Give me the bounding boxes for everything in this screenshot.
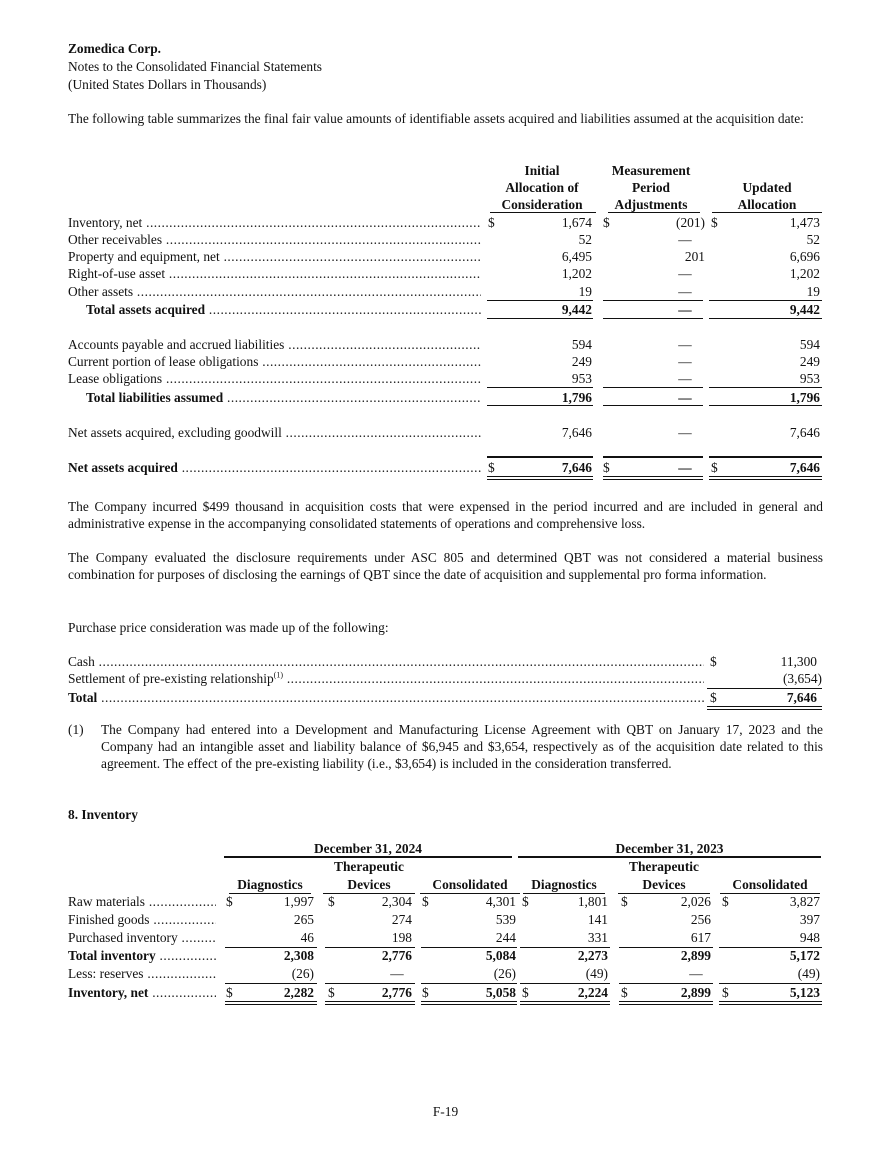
fv-value-initial: 953 (571, 371, 592, 386)
rule (487, 387, 593, 388)
period-2023: December 31, 2023 (615, 841, 724, 856)
fv-value-adjustment: — (678, 425, 692, 440)
col-header-initial-l2: Allocation of (505, 180, 579, 195)
inventory-value: 539 (495, 912, 516, 927)
subhead-consolidated: Consolidated (732, 877, 808, 892)
inventory-value: 2,308 (283, 948, 314, 963)
col-header-updated-l1: Updated (742, 180, 792, 195)
inventory-value: 2,304 (381, 894, 412, 909)
fv-value-adjustment: — (678, 371, 692, 386)
footnote-marker: (1) (68, 722, 84, 737)
rule (225, 1001, 317, 1005)
fv-value-adjustment: — (678, 232, 692, 247)
rule (487, 405, 593, 406)
rule (619, 947, 713, 948)
inventory-row-label: Less: reserves ..... (68, 965, 216, 982)
ppc-intro: Purchase price consideration was made up of the following: (68, 620, 389, 635)
fv-value-initial: 7,646 (561, 460, 592, 475)
inventory-value: — (689, 966, 703, 981)
rule (225, 983, 317, 984)
rule (520, 983, 610, 984)
rule (709, 318, 822, 319)
fv-row-label: Other assets ..... (68, 283, 481, 300)
fv-row-label: Total liabilities assumed ..... (86, 389, 481, 406)
fv-value-updated: 9,442 (789, 302, 820, 317)
col-header-updated-l2: Allocation (737, 197, 797, 212)
col-header-measurement-l1: Measurement (611, 163, 691, 178)
rule (421, 947, 517, 948)
inventory-dollar: $ (226, 894, 233, 909)
inventory-value: 141 (587, 912, 608, 927)
inventory-value: 274 (391, 912, 412, 927)
fv-dollar-c1: $ (488, 215, 495, 230)
inventory-value: (26) (291, 966, 314, 981)
intro-paragraph: The following table summarizes the final fair value amounts of identifiable assets acquired and liabilities assumed at the acquisition date: (68, 111, 804, 126)
inventory-row-label: Finished goods ..... (68, 911, 216, 928)
inventory-value: 244 (495, 930, 516, 945)
ppc-label-total: Total ..... (68, 689, 704, 706)
fv-value-updated: 19 (806, 284, 820, 299)
inventory-value: 2,026 (680, 894, 711, 909)
fv-row-label: Inventory, net ..... (68, 214, 481, 231)
rule (325, 1001, 415, 1005)
fv-row-label: Net assets acquired, excluding goodwill ..... (68, 424, 481, 441)
rule (709, 387, 822, 388)
col-header-measurement-l2: Period (632, 180, 670, 195)
inventory-value: 3,827 (789, 894, 820, 909)
fv-value-adjustment: — (678, 302, 692, 317)
fv-value-updated: 6,696 (789, 249, 820, 264)
inventory-value: 198 (391, 930, 412, 945)
rule (719, 983, 822, 984)
rule (421, 1001, 517, 1005)
inventory-value: 5,172 (789, 948, 820, 963)
ppc-label-settlement (68, 670, 704, 687)
fv-value-initial: 6,495 (561, 249, 592, 264)
fv-value-initial: 1,202 (561, 266, 592, 281)
rule (709, 300, 822, 301)
page-number: F-19 (432, 1104, 459, 1119)
col-header-initial-l3: Consideration (501, 197, 583, 212)
subhead-diagnostics: Diagnostics (237, 877, 303, 892)
fv-row-label: Right-of-use asset ..... (68, 265, 481, 282)
inventory-dollar: $ (722, 985, 729, 1000)
ppc-dollar-total: $ (710, 690, 717, 705)
fv-value-adjustment: — (678, 354, 692, 369)
acquisition-costs-paragraph: The Company incurred $499 thousand in acquisition costs that were expensed in the period incurred and are included in general and administrative expense in the accompanying consolidated statements of operations and comprehensive loss. (68, 499, 823, 531)
subhead-therapeutic: Therapeutic (334, 859, 404, 874)
fv-row-label: Property and equipment, net ..... (68, 248, 481, 265)
fv-value-initial: 52 (578, 232, 592, 247)
inventory-dollar: $ (722, 894, 729, 909)
fv-dollar-c2: $ (603, 460, 610, 475)
rule (619, 1001, 713, 1005)
footnote-text: The Company had entered into a Development and Manufacturing License Agreement with QBT on January 17, 2023 and the Company had an intangible asset and liability balance of $6,945 and $3,654, respectively as of the acquisition date related to this agreement. The effect of the pre-existing liability (i.e., $3,654) is included in the consideration transferred. (101, 722, 823, 771)
inventory-value: — (390, 966, 404, 981)
inventory-value: 5,123 (789, 985, 820, 1000)
fv-row-label: Current portion of lease obligations ..... (68, 353, 481, 370)
ppc-label-settlement-text: Settlement of pre-existing relationship (68, 671, 274, 686)
inventory-dollar: $ (226, 985, 233, 1000)
inventory-value: 2,273 (577, 948, 608, 963)
subhead-diagnostics: Diagnostics (531, 877, 597, 892)
fv-value-updated: 1,796 (789, 390, 820, 405)
fv-value-updated: 1,202 (789, 266, 820, 281)
fv-row-label: Lease obligations ..... (68, 370, 481, 387)
header-subtitle: Notes to the Consolidated Financial Statements (68, 59, 323, 74)
inventory-value: 1,997 (283, 894, 314, 909)
col-header-measurement-l3: Adjustments (614, 197, 688, 212)
inventory-value: 2,899 (680, 948, 711, 963)
subhead-devices: Devices (347, 877, 391, 892)
fv-value-updated: 594 (799, 337, 820, 352)
fv-value-adjustment: — (678, 266, 692, 281)
company-name: Zomedica Corp. (68, 41, 161, 56)
fv-value-adjustment: (201) (675, 215, 705, 230)
fv-value-initial: 19 (578, 284, 592, 299)
rule (719, 1001, 822, 1005)
col-header-measurement (601, 162, 701, 213)
fv-value-updated: 953 (799, 371, 820, 386)
fv-value-updated: 249 (799, 354, 820, 369)
inventory-row-label: Purchased inventory ..... (68, 929, 216, 946)
inventory-value: 2,224 (577, 985, 608, 1000)
fv-value-initial: 7,646 (561, 425, 592, 440)
footnote-ref: (1) (273, 670, 283, 680)
fv-row-label: Accounts payable and accrued liabilities ..... (68, 336, 481, 353)
inventory-row-label: Total inventory ..... (68, 947, 216, 964)
fv-value-adjustment: — (678, 337, 692, 352)
inventory-value: 265 (293, 912, 314, 927)
rule (709, 405, 822, 406)
ppc-value-cash: 11,300 (780, 654, 817, 669)
fv-dollar-c1: $ (488, 460, 495, 475)
inventory-value: 5,058 (485, 985, 516, 1000)
rule (520, 947, 610, 948)
rule (603, 405, 703, 406)
inventory-value: (26) (493, 966, 516, 981)
rule (719, 947, 822, 948)
rule (487, 456, 593, 458)
fv-row-label: Total assets acquired ..... (86, 301, 481, 318)
rule (709, 476, 822, 480)
ppc-value-settlement: (3,654) (782, 671, 822, 686)
inventory-dollar: $ (522, 894, 529, 909)
fv-row-label: Net assets acquired ..... (68, 459, 481, 476)
inventory-dollar: $ (422, 894, 429, 909)
fv-value-updated: 7,646 (789, 425, 820, 440)
inventory-dollar: $ (328, 894, 335, 909)
fv-value-adjustment: — (678, 460, 692, 475)
inventory-value: 2,776 (381, 948, 412, 963)
inventory-row-label: Raw materials ..... (68, 893, 216, 910)
inventory-value: 2,899 (680, 985, 711, 1000)
fv-value-updated: 7,646 (789, 460, 820, 475)
rule (603, 387, 703, 388)
inventory-value: 948 (799, 930, 820, 945)
inventory-value: 5,084 (485, 948, 516, 963)
col-header-initial-l1: Initial (524, 163, 560, 178)
fv-value-initial: 594 (571, 337, 592, 352)
inventory-value: 46 (300, 930, 314, 945)
fv-value-adjustment: — (678, 390, 692, 405)
ppc-dollar-cash: $ (710, 654, 717, 669)
inventory-dollar: $ (328, 985, 335, 1000)
inventory-dollar: $ (621, 985, 628, 1000)
fv-value-initial: 9,442 (561, 302, 592, 317)
inventory-heading: 8. Inventory (68, 807, 138, 822)
subhead-therapeutic: Therapeutic (629, 859, 699, 874)
header-units: (United States Dollars in Thousands) (68, 77, 267, 92)
subhead-devices: Devices (642, 877, 686, 892)
inventory-value: 1,801 (577, 894, 608, 909)
fv-value-adjustment: — (678, 284, 692, 299)
period-2024: December 31, 2024 (314, 841, 422, 856)
col-header-updated (712, 179, 822, 213)
fv-dollar-c3: $ (711, 215, 718, 230)
ppc-value-total: 7,646 (786, 690, 817, 705)
fv-row-label: Other receivables ..... (68, 231, 481, 248)
fv-dollar-c3: $ (711, 460, 718, 475)
inventory-value: 331 (587, 930, 608, 945)
inventory-value: 397 (799, 912, 820, 927)
subhead-consolidated: Consolidated (432, 877, 508, 892)
inventory-value: 617 (690, 930, 711, 945)
rule (421, 983, 517, 984)
inventory-value: 4,301 (485, 894, 516, 909)
fv-value-updated: 52 (806, 232, 820, 247)
fv-dollar-c2: $ (603, 215, 610, 230)
inventory-value: 2,776 (381, 985, 412, 1000)
inventory-value: (49) (797, 966, 820, 981)
inventory-dollar: $ (522, 985, 529, 1000)
fv-value-initial: 1,796 (561, 390, 592, 405)
inventory-row-label: Inventory, net ..... (68, 984, 216, 1001)
fv-value-adjustment: 201 (684, 249, 705, 264)
rule (709, 456, 822, 458)
rule (487, 318, 593, 319)
rule (603, 300, 703, 301)
inventory-dollar: $ (422, 985, 429, 1000)
rule (603, 456, 703, 458)
inventory-value: 2,282 (283, 985, 314, 1000)
rule (520, 1001, 610, 1005)
inventory-dollar: $ (621, 894, 628, 909)
col-header-initial (487, 162, 597, 213)
ppc-label-cash: Cash ..... (68, 653, 704, 670)
rule (487, 476, 593, 480)
rule (619, 983, 713, 984)
rule (325, 947, 415, 948)
rule (603, 476, 703, 480)
fv-value-updated: 1,473 (789, 215, 820, 230)
fv-value-initial: 249 (571, 354, 592, 369)
rule (225, 947, 317, 948)
inventory-value: (49) (585, 966, 608, 981)
rule (603, 318, 703, 319)
rule (325, 983, 415, 984)
fv-value-initial: 1,674 (561, 215, 592, 230)
disclosure-paragraph: The Company evaluated the disclosure requirements under ASC 805 and determined QBT was not considered a material business combination for purposes of disclosing the earnings of QBT since the date of acquisition and supplemental pro forma information. (68, 550, 823, 582)
inventory-value: 256 (690, 912, 711, 927)
rule (487, 300, 593, 301)
